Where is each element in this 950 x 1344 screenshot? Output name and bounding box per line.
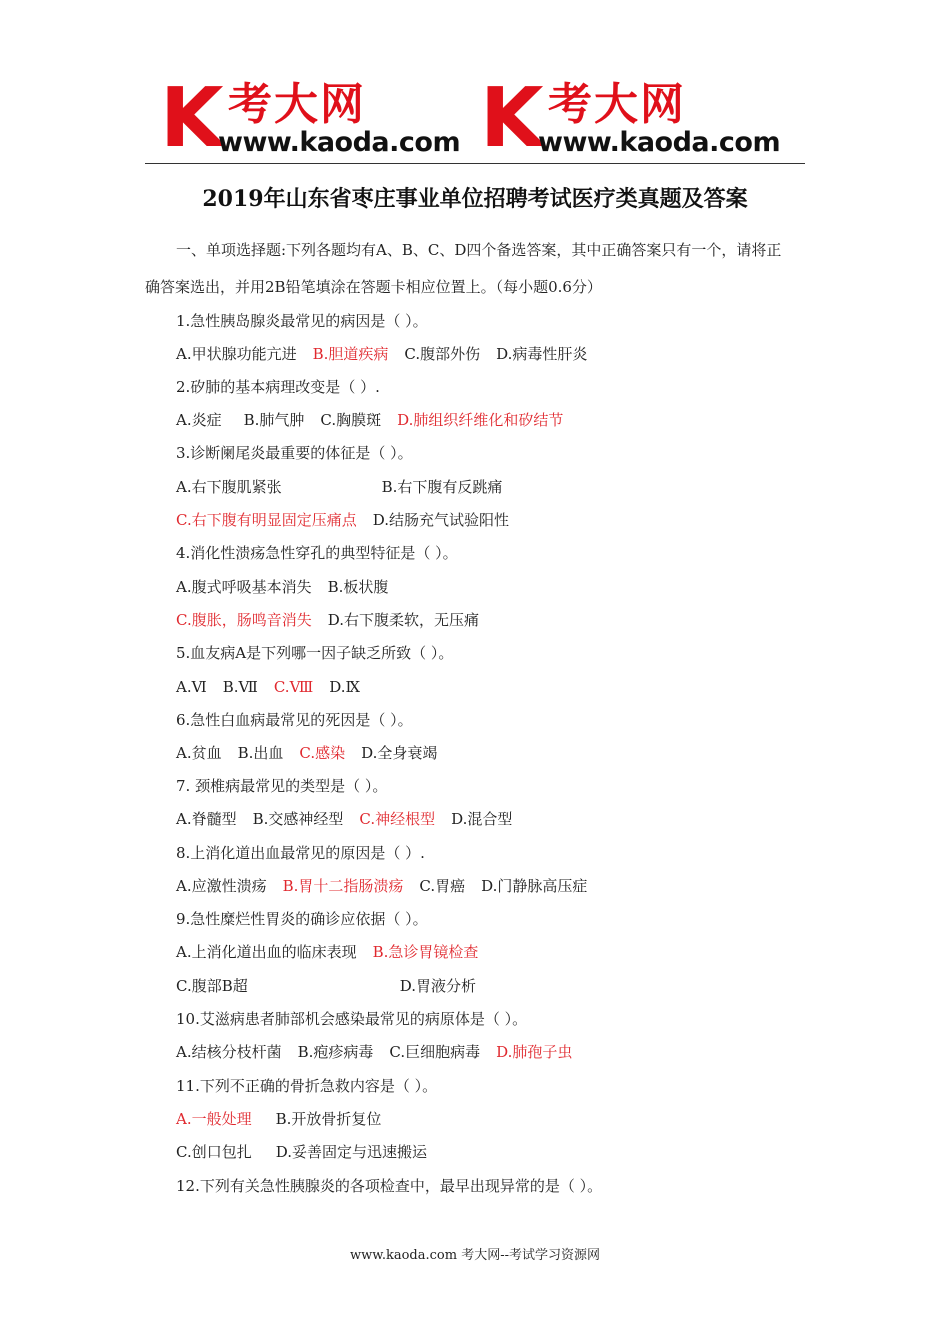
answer-option: B.Ⅶ [222,678,258,696]
answer-option: A.脊髓型 [176,810,237,828]
question-stem: 2.矽肺的基本病理改变是（ ）. [176,378,380,396]
page-footer: www.kaoda.com 考大网--考试学习资源网 [350,1248,600,1263]
kaoda-logo[interactable] [480,71,800,166]
correct-answer-option: D.肺组织纤维化和矽结节 [397,411,564,429]
header-divider [145,163,805,164]
answer-option: B.板状腹 [327,578,389,596]
header-logos [160,71,800,166]
question-stem: 11.下列不正确的骨折急救内容是（ ）。 [176,1077,438,1095]
logo-chinese-name: 考大网 [228,79,366,130]
answer-option: C.腹部外伤 [404,345,481,363]
question-text [176,442,413,464]
correct-answer-option: D.肺孢子虫 [496,1043,573,1061]
logo-k-mark: K [160,71,224,166]
question-stem: 7. 颈椎病最常见的类型是（ ）。 [176,777,388,795]
correct-answer-option: C.腹胀，肠鸣音消失 [176,611,312,629]
answer-option: B.右下腹有反跳痛 [381,478,503,496]
answer-option: A.上消化道出血的临床表现 [176,943,357,961]
correct-answer-option: A.一般处理 [176,1110,252,1128]
answer-options-row [176,576,388,598]
answer-option: B.肺气肿 [243,411,305,429]
answer-option: A.炎症 [176,411,222,429]
question-stem: 10.艾滋病患者肺部机会感染最常见的病原体是（ ）。 [176,1010,528,1028]
question-text [176,908,428,930]
answer-option: D.门静脉高压症 [481,877,588,895]
answer-option: A.右下腹肌紧张 [176,478,282,496]
logo-url: www.kaoda.com [538,127,781,158]
question-stem: 4.消化性溃疡急性穿孔的典型特征是（ ）。 [176,544,458,562]
correct-answer-option: B.胃十二指肠溃疡 [282,877,404,895]
answer-option: D.妥善固定与迅速搬运 [275,1143,427,1161]
answer-options-row [176,808,512,830]
answer-option: C.创口包扎 [176,1143,252,1161]
answer-options-row [176,343,587,365]
answer-option: A.应激性溃疡 [176,877,267,895]
answer-options-row [176,509,509,531]
answer-option: D.混合型 [451,810,513,828]
answer-option: D.Ⅸ [329,678,360,696]
correct-answer-option: C.右下腹有明显固定压痛点 [176,511,357,529]
question-text [176,775,387,797]
logo-chinese-name: 考大网 [548,79,686,130]
answer-options-row [176,676,360,698]
answer-option: A.甲状腺功能亢进 [176,345,297,363]
correct-answer-option: C.感染 [299,744,346,762]
question-text [176,310,428,332]
question-text [176,1175,602,1197]
answer-option: C.胃癌 [419,877,466,895]
answer-option: D.右下腹柔软，无压痛 [327,611,479,629]
question-text [176,842,425,864]
instructions-line-1: 一、单项选择题:下列各题均有A、B、C、D四个备选答案，其中正确答案只有一个，请将正 [176,241,782,259]
answer-options-row [176,742,437,764]
answer-options-row [176,975,476,997]
answer-option: B.开放骨折复位 [275,1110,382,1128]
answer-options-row [176,1041,572,1063]
answer-options-row [176,1141,427,1163]
answer-options-row [176,1108,381,1130]
question-text [176,376,380,398]
kaoda-logo[interactable] [160,71,480,166]
answer-option: A.腹式呼吸基本消失 [176,578,312,596]
answer-option: D.胃液分析 [399,977,476,995]
logo-url: www.kaoda.com [218,127,461,158]
question-text [176,709,413,731]
correct-answer-option: C.神经根型 [359,810,436,828]
question-stem: 3.诊断阑尾炎最重要的体征是（ ）。 [176,444,413,462]
logo-k-mark: K [480,71,544,166]
answer-option: D.全身衰竭 [361,744,438,762]
answer-options-row [176,875,587,897]
answer-options-row [176,941,478,963]
question-text [176,1008,527,1030]
instructions-line-2: 确答案选出，并用2B铅笔填涂在答题卡相应位置上。（每小题0.6分） [145,278,602,296]
question-stem: 1.急性胰岛腺炎最常见的病因是（ ）。 [176,312,428,330]
answer-option: B.出血 [237,744,284,762]
question-stem: 5.血友病A是下列哪一因子缺乏所致（ ）。 [176,644,454,662]
question-stem: 9.急性糜烂性胃炎的确诊应依据（ ）。 [176,910,428,928]
answer-option: C.胸膜斑 [320,411,382,429]
question-text [176,1075,437,1097]
answer-option: D.结肠充气试验阳性 [372,511,509,529]
answer-options-row [176,609,479,631]
answer-option: C.巨细胞病毒 [389,1043,481,1061]
correct-answer-option: B.急诊胃镜检查 [372,943,479,961]
answer-option: B.疱疹病毒 [297,1043,374,1061]
answer-option: A.结核分枝杆菌 [176,1043,282,1061]
page-title: 2019年山东省枣庄事业单位招聘考试医疗类真题及答案 [202,186,748,212]
answer-option: A.贫血 [176,744,222,762]
correct-answer-option: B.胆道疾病 [312,345,389,363]
answer-options-row [176,409,563,431]
question-stem: 8.上消化道出血最常见的原因是（ ）. [176,844,425,862]
question-stem: 12.下列有关急性胰腺炎的各项检查中，最早出现异常的是（ ）。 [176,1177,603,1195]
question-text [176,542,458,564]
question-text [176,642,453,664]
answer-options-row [176,476,502,498]
question-stem: 6.急性白血病最常见的死因是（ ）。 [176,711,413,729]
answer-option: D.病毒性肝炎 [496,345,588,363]
answer-option: B.交感神经型 [252,810,344,828]
correct-answer-option: C.Ⅷ [273,678,314,696]
answer-option: A.Ⅵ [176,678,207,696]
answer-option: C.腹部B超 [176,977,248,995]
